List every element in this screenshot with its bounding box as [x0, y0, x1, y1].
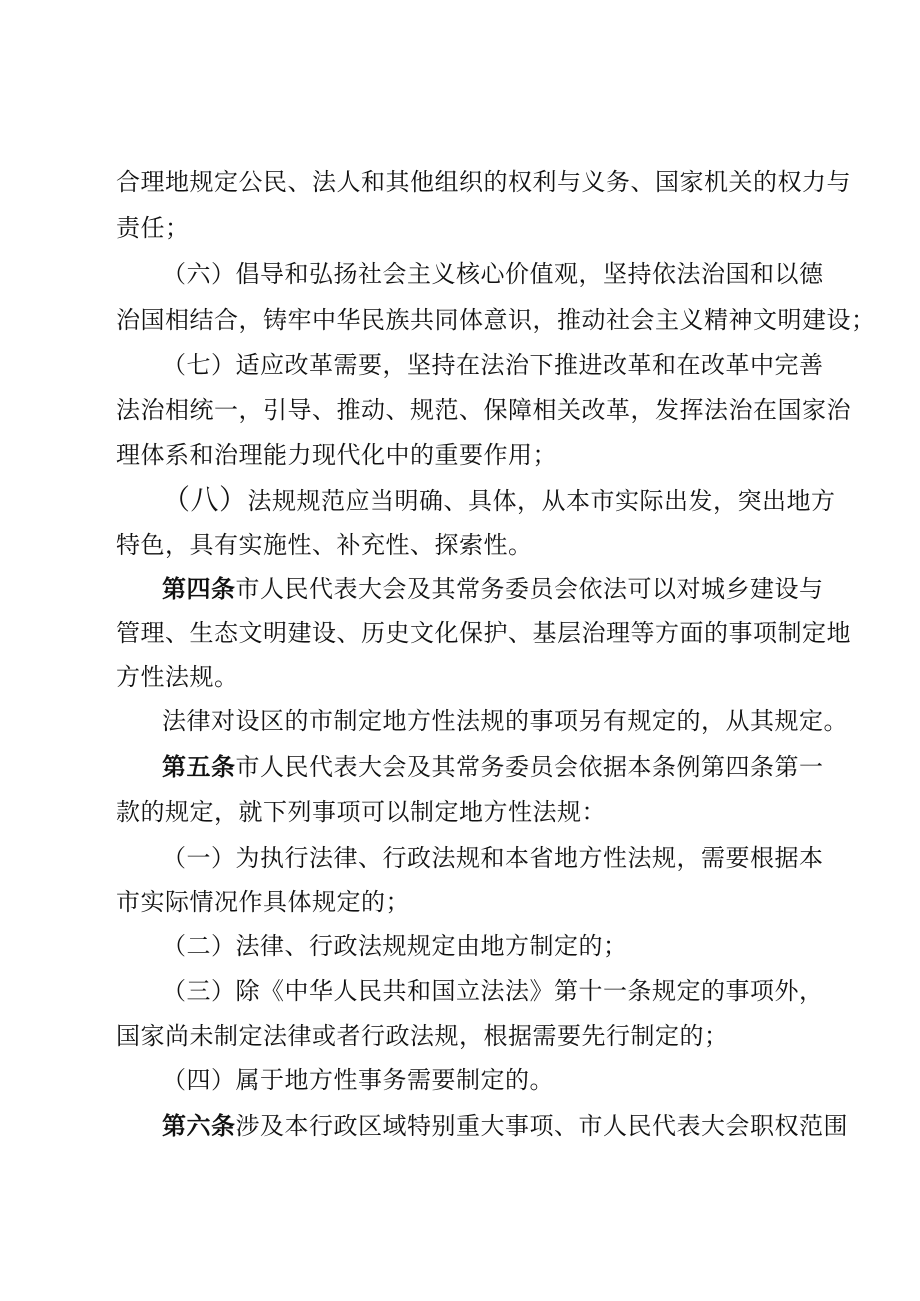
body-text-line: 管理、生态文明建设、历史文化保护、基层治理等方面的事项制定地: [116, 619, 851, 647]
list-item-text: 法规规范应当明确、具体，从本市实际出发，突出地方: [247, 487, 836, 515]
article-line: [162, 1111, 862, 1141]
article-text: 市人民代表大会及其常务委员会依据本条例第四条第一: [235, 753, 824, 781]
list-item-line: （四）属于地方性事务需要制定的。: [162, 1066, 554, 1094]
body-text-line: 方性法规。: [116, 663, 239, 691]
article-text: 涉及本行政区域特别重大事项、市人民代表大会职权范围: [235, 1112, 848, 1140]
body-text-line: 法律对设区的市制定地方性法规的事项另有规定的，从其规定。: [162, 707, 848, 735]
body-text-line: 治国相结合，铸牢中华民族共同体意识，推动社会主义精神文明建设；: [116, 306, 876, 334]
list-marker: （八）: [162, 483, 248, 516]
article-line: [162, 574, 862, 604]
body-text-line: 款的规定，就下列事项可以制定地方性法规：: [116, 798, 606, 826]
body-text-line: 责任；: [116, 214, 190, 242]
body-text-line: 法治相统一，引导、推动、规范、保障相关改革，发挥法治在国家治: [116, 396, 851, 424]
list-item-line: （六）倡导和弘扬社会主义核心价值观，坚持依法治国和以德: [162, 260, 824, 288]
body-text-line: 理体系和治理能力现代化中的重要作用；: [116, 441, 557, 469]
body-text-line: 市实际情况作具体规定的；: [116, 888, 410, 916]
list-item-line: （一）为执行法律、行政法规和本省地方性法规，需要根据本: [162, 844, 824, 872]
list-item-line: （七）适应改革需要，坚持在法治下推进改革和在改革中完善: [162, 351, 824, 379]
list-item-line: [162, 485, 862, 516]
list-item-line: （二）法律、行政法规规定由地方制定的；: [162, 932, 628, 960]
body-text-line: 国家尚未制定法律或者行政法规，根据需要先行制定的；: [116, 1022, 729, 1050]
article-heading: 第四条: [162, 574, 236, 603]
list-item-line: （三）除《中华人民共和国立法法》第十一条规定的事项外，: [162, 977, 824, 1005]
article-heading: 第五条: [162, 752, 236, 781]
article-text: 市人民代表大会及其常务委员会依法可以对城乡建设与: [235, 575, 824, 603]
article-heading: 第六条: [162, 1111, 236, 1140]
article-line: [162, 752, 862, 782]
body-text-line: 特色，具有实施性、补充性、探索性。: [116, 531, 533, 559]
body-text-line: 合理地规定公民、法人和其他组织的权利与义务、国家机关的权力与: [116, 168, 851, 196]
